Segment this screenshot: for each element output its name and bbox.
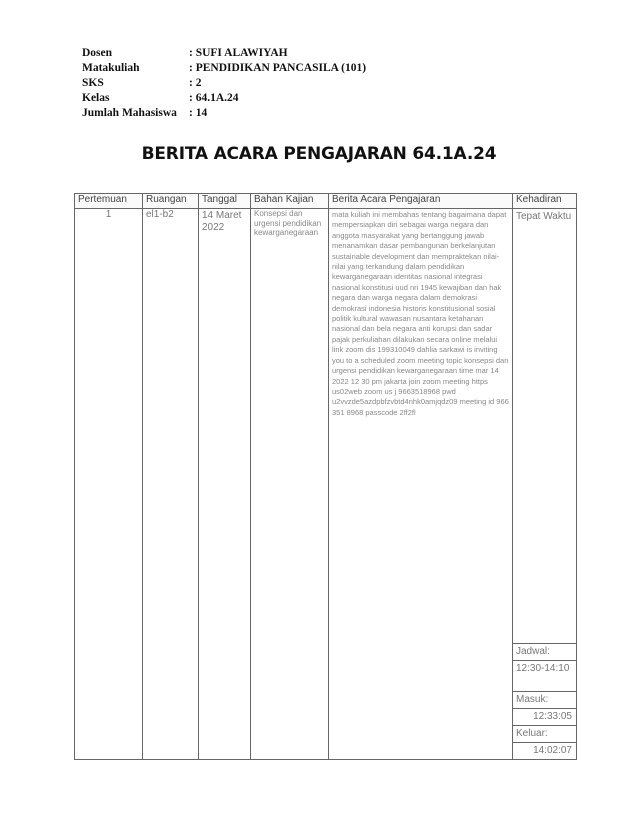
matakuliah-label: Matakuliah [82, 62, 140, 74]
keluar-label: Keluar: [513, 726, 577, 743]
header-row-jumlah-mahasiswa [82, 106, 366, 121]
sks-label: SKS [82, 77, 104, 89]
cell-pertemuan: 1 [75, 209, 143, 760]
header-row-dosen [82, 46, 366, 61]
col-header-berita-acara: Berita Acara Pengajaran [329, 194, 513, 209]
dosen-value: : SUFI ALAWIYAH [189, 47, 288, 59]
page-title: BERITA ACARA PENGAJARAN 64.1A.24 [141, 144, 497, 164]
table-row [75, 209, 577, 644]
cell-tanggal: 14 Maret 2022 [199, 209, 251, 760]
keluar-value: 14:02:07 [513, 743, 577, 760]
header-row-sks [82, 76, 366, 91]
masuk-label: Masuk: [513, 692, 577, 709]
cell-bahan-kajian: Konsepsi dan urgensi pendidikan kewarganegaraan [251, 209, 329, 760]
masuk-value: 12:33:05 [513, 709, 577, 726]
col-header-kehadiran: Kehadiran [513, 194, 577, 209]
kelas-value: : 64.1A.24 [189, 92, 239, 104]
matakuliah-value: : PENDIDIKAN PANCASILA (101) [189, 62, 367, 74]
cell-kehadiran-status: Tepat Waktu [513, 209, 577, 644]
col-header-pertemuan: Pertemuan [75, 194, 143, 209]
col-header-tanggal: Tanggal [199, 194, 251, 209]
table-header-row [75, 194, 577, 209]
jumlah-mahasiswa-value: : 14 [189, 107, 208, 119]
dosen-label: Dosen [82, 47, 113, 59]
jadwal-value: 12:30-14:10 [513, 661, 577, 692]
cell-ruangan: el1-b2 [143, 209, 199, 760]
berita-acara-table [74, 193, 577, 760]
jumlah-mahasiswa-label: Jumlah Mahasiswa [82, 107, 177, 119]
kelas-label: Kelas [82, 92, 110, 104]
header-row-matakuliah [82, 61, 366, 76]
jadwal-label: Jadwal: [513, 644, 577, 661]
sks-value: : 2 [189, 77, 202, 89]
header-row-kelas [82, 91, 366, 106]
col-header-ruangan: Ruangan [143, 194, 199, 209]
header-info [82, 46, 366, 121]
col-header-bahan-kajian: Bahan Kajian [251, 194, 329, 209]
cell-berita-acara: mata kuliah ini membahas tentang bagaimana dapat mempersiapkan diri sebagai warga negara dan anggota masyarakat yang bertanggung jawab menanamkan dasar pembangunan berkelanjutan sustainable development dan mempraktekan nilai-nilai yang terkandung dalam pendidikan kewarganegaraan identitas nasional integrasi nasional konstitusi uud nri 1945 kewajiban dan hak negara dan warga negara dalam demokrasi demokrasi indonesia historis konstitusional sosial politik kultural wawasan nusantara ketahanan nasional dan bela negara anti korupsi dan sadar pajak perkuliahan dilakukan secara online melalui link zoom dis 199310049 dahlia sarkawi is inviting you to a scheduled zoom meeting topic konsepsi dan urgensi pendidikan kewarganegaraan time mar 14 2022 12 30 pm jakarta join zoom meeting https us02web zoom us j 9663518968 pwd u2vvzde5azdpbfzvbtd4nhk0amjqdz09 meeting id 966 351 8968 passcode 2ff2fl [329, 209, 513, 760]
